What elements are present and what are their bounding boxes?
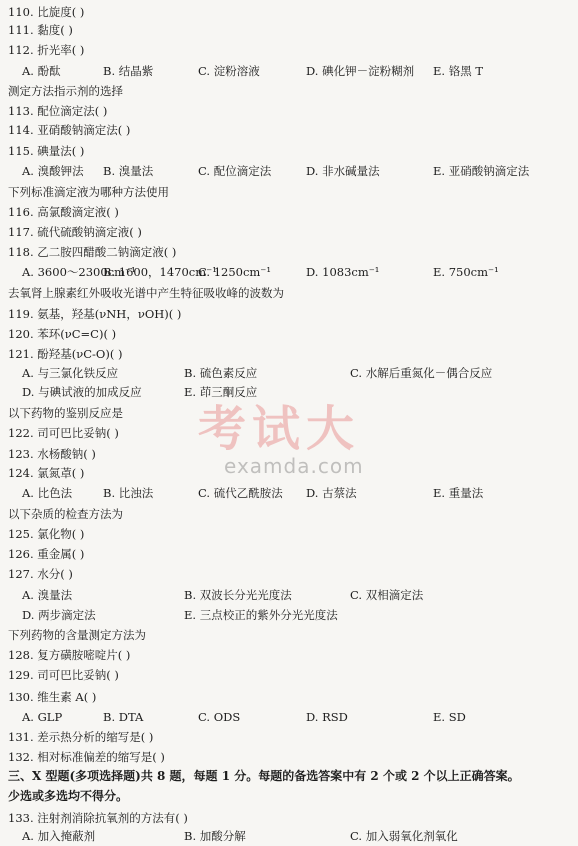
answer-option: A. 溴量法 [22,588,73,602]
answer-option: A. 比色法 [22,486,73,500]
question-line: 122. 司可巴比妥钠( ) [8,426,119,440]
answer-option: D. 古蔡法 [306,486,357,500]
answer-option: B. 溴量法 [103,164,154,178]
question-line: 111. 黏度( ) [8,23,73,37]
answer-option: B. 比浊法 [103,486,154,500]
question-line: 下列药物的含量测定方法为 [8,628,146,642]
question-line: 120. 苯环(νC=C)( ) [8,327,117,341]
answer-option: E. 铬黑 T [433,64,484,78]
answer-option: D. 非水碱量法 [306,164,380,178]
answer-option: C. 淀粉溶液 [198,64,260,78]
answer-option: D. 与碘试液的加成反应 [22,385,142,399]
question-line: 126. 重金属( ) [8,547,85,561]
answer-option: A. 3600～2300cm⁻¹ [22,265,136,279]
question-line: 116. 高氯酸滴定液( ) [8,205,119,219]
answer-option: B. 硫色素反应 [184,366,258,380]
answer-option: E. 750cm⁻¹ [433,265,499,279]
question-line: 118. 乙二胺四醋酸二钠滴定液( ) [8,245,177,259]
question-line: 113. 配位滴定法( ) [8,104,108,118]
answer-option: A. 与三氯化铁反应 [22,366,119,380]
question-line: 110. 比旋度( ) [8,5,85,19]
question-line: 131. 差示热分析的缩写是( ) [8,730,154,744]
question-line: 以下杂质的检查方法为 [8,507,123,521]
answer-option: E. 重量法 [433,486,484,500]
answer-option: A. 酚酞 [22,64,61,78]
question-line: 128. 复方磺胺嘧啶片( ) [8,648,131,662]
question-line: 133. 注射剂消除抗氧剂的方法有( ) [8,811,188,825]
answer-option: E. SD [433,710,466,724]
answer-option: D. 两步滴定法 [22,608,96,622]
watermark-title: 考试大 [198,401,361,457]
answer-option: B. 双波长分光光度法 [184,588,292,602]
answer-option: B. 1600，1470cm⁻¹ [103,265,217,279]
answer-option: C. ODS [198,710,241,724]
question-line: 125. 氯化物( ) [8,527,85,541]
question-line: 115. 碘量法( ) [8,144,85,158]
watermark-site: examda.com [224,454,364,478]
section-heading: 少选或多选均不得分。 [8,789,129,803]
answer-option: C. 配位滴定法 [198,164,272,178]
answer-option: E. 三点校正的紫外分光光度法 [184,608,338,622]
answer-option: C. 加入弱氧化剂氧化 [350,829,458,843]
question-line: 去氧肾上腺素红外吸收光谱中产生特征吸收峰的波数为 [8,286,284,300]
answer-option: D. 1083cm⁻¹ [306,265,380,279]
answer-option: C. 水解后重氮化－偶合反应 [350,366,493,380]
question-line: 测定方法指示剂的选择 [8,84,123,98]
question-line: 下列标准滴定液为哪种方法使用 [8,185,169,199]
answer-option: B. 加酸分解 [184,829,246,843]
answer-option: A. GLP [22,710,63,724]
answer-option: C. 1250cm⁻¹ [198,265,271,279]
question-line: 132. 相对标准偏差的缩写是( ) [8,750,165,764]
question-line: 以下药物的鉴别反应是 [8,406,123,420]
answer-option: E. 亚硝酸钠滴定法 [433,164,530,178]
answer-option: C. 硫代乙酰胺法 [198,486,283,500]
answer-option: D. 碘化钾－淀粉糊剂 [306,64,415,78]
question-line: 123. 水杨酸钠( ) [8,447,96,461]
answer-option: B. DTA [103,710,144,724]
question-line: 112. 折光率( ) [8,43,85,57]
question-line: 114. 亚硝酸钠滴定法( ) [8,123,131,137]
answer-option: D. RSD [306,710,348,724]
answer-option: C. 双相滴定法 [350,588,424,602]
question-line: 130. 维生素 A( ) [8,690,97,704]
answer-option: A. 加入掩蔽剂 [22,829,96,843]
question-line: 119. 氨基，羟基(νNH，νOH)( ) [8,307,182,321]
answer-option: A. 溴酸钾法 [22,164,84,178]
question-line: 121. 酚羟基(νC-O)( ) [8,347,123,361]
question-line: 117. 硫代硫酸钠滴定液( ) [8,225,142,239]
answer-option: E. 茚三酮反应 [184,385,258,399]
question-line: 127. 水分( ) [8,567,73,581]
answer-option: B. 结晶紫 [103,64,154,78]
section-heading: 三、X 型题(多项选择题)共 8 题，每题 1 分。每题的备选答案中有 2 个或 2 个以上正确答案。 [8,769,520,783]
question-line: 124. 氯氮䓬( ) [8,466,85,480]
question-line: 129. 司可巴比妥钠( ) [8,668,119,682]
